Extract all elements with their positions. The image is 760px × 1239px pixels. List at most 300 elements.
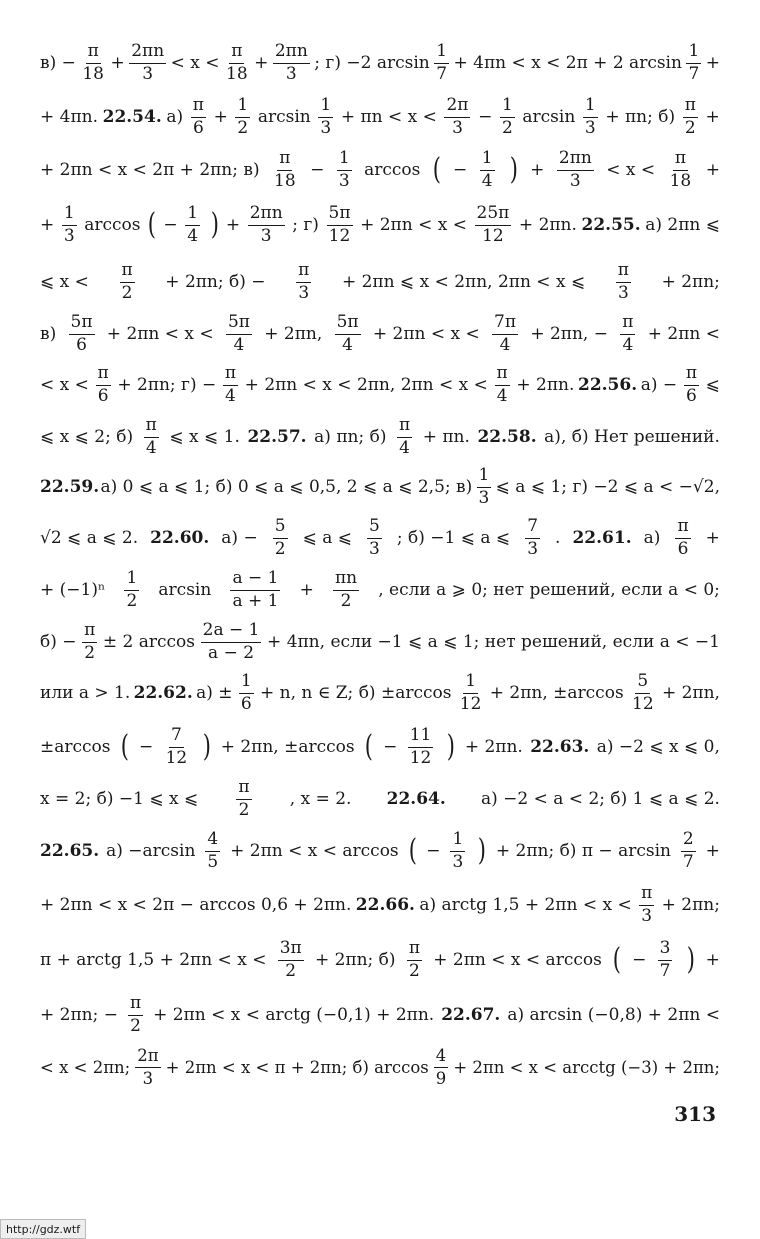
fraction-numerator: π [684, 365, 699, 386]
fraction [684, 362, 699, 406]
fraction [407, 937, 422, 981]
problem-number: 22.67. [441, 1005, 501, 1025]
text-run: + 2πn < x < [106, 324, 214, 344]
text-run: + (−1)ⁿ [40, 580, 106, 600]
fraction-denominator: 7 [659, 960, 671, 981]
problem-number: 22.64. [386, 789, 446, 809]
answer-line [40, 92, 720, 142]
text-run: а), б) Нет решений. [544, 427, 720, 447]
text-run: arccos [364, 160, 421, 180]
fraction [444, 94, 470, 138]
fraction [144, 414, 159, 458]
text-run: , если a ⩾ 0; нет решений, если a < 0; [378, 580, 720, 600]
fraction-numerator: 1 [463, 673, 478, 694]
fraction-denominator: 4 [399, 437, 410, 458]
text-run: − [310, 160, 325, 180]
text-run: + [705, 107, 720, 127]
fraction [235, 94, 250, 138]
fraction-numerator: 2πn [248, 205, 285, 226]
watermark-link[interactable]: http://gdz.wtf [0, 1219, 86, 1239]
fraction-numerator: 2 [681, 831, 696, 852]
text-run: а) − [221, 528, 258, 548]
fraction [224, 40, 250, 84]
answer-line [40, 1042, 720, 1092]
text-run: + 2πn; [661, 272, 720, 292]
text-run: + 2πn; б) π − arcsin [495, 841, 671, 861]
fraction [450, 828, 465, 872]
text-run: + 2πn < x < arccos [230, 841, 399, 861]
fraction-denominator: 2 [409, 960, 420, 981]
fraction-numerator: 5π [226, 314, 252, 335]
text-run: arcsin [158, 580, 212, 600]
fraction-numerator: π [673, 150, 688, 171]
bracket: ( [120, 729, 129, 764]
fraction [318, 94, 333, 138]
fraction-numerator: 4 [434, 1047, 449, 1067]
text-run: < x < [606, 160, 656, 180]
text-run: + 2πn. [464, 737, 523, 757]
fraction-numerator: 1 [124, 570, 139, 591]
text-run: − [383, 737, 398, 757]
text-run: ⩽ x ⩽ 2; б) [40, 427, 134, 447]
fraction-denominator: 5 [207, 851, 219, 872]
answer-line [40, 774, 720, 824]
fraction-denominator: 4 [187, 225, 199, 246]
text-run: ⩽ a ⩽ 1; г) −2 ⩽ a < −√2, [495, 477, 720, 497]
text-run: + 2πn, ±arccos [220, 737, 355, 757]
fraction [236, 776, 251, 820]
fraction [658, 937, 673, 981]
text-run: ⩽ a ⩽ [302, 528, 353, 548]
fraction-numerator: 7π [492, 314, 518, 335]
text-run: ; г) −2 arcsin [314, 53, 430, 73]
fraction-denominator: 6 [677, 538, 689, 559]
text-run: − [453, 160, 468, 180]
fraction-denominator: 3 [260, 225, 272, 246]
text-run: + 2πn < x < 2π + 2πn; в) [40, 160, 260, 180]
text-run: а) −2 ⩽ x ⩽ 0, [596, 737, 720, 757]
text-run: − [632, 950, 647, 970]
fraction-denominator: 6 [76, 334, 87, 355]
answer-line [40, 826, 720, 876]
fraction-denominator: 3 [285, 63, 297, 84]
fraction-numerator: 2π [444, 97, 470, 118]
fraction-numerator: 1 [185, 205, 200, 226]
text-run: а) 2πn ⩽ [645, 215, 720, 235]
fraction-denominator: 3 [63, 225, 75, 246]
text-run: + 2πn < x < arctg (−0,1) + 2πn. [153, 1005, 435, 1025]
fraction-numerator: 2πn [557, 150, 594, 171]
fraction [557, 147, 594, 191]
fraction [185, 202, 200, 246]
text-run: ⩽ x ⩽ 1. [169, 427, 240, 447]
fraction-denominator: 3 [527, 538, 539, 559]
fraction [191, 94, 206, 138]
fraction-denominator: 6 [192, 117, 204, 138]
text-run: + [705, 528, 720, 548]
fraction-numerator: 5 [367, 518, 382, 539]
text-run: + 2πn ⩽ x < 2πn, 2πn < x ⩽ [341, 272, 586, 292]
fraction-numerator: π [397, 417, 412, 438]
fraction-denominator: 3 [641, 905, 653, 926]
fraction-numerator: 5 [273, 518, 288, 539]
fraction-denominator: 7 [688, 63, 700, 84]
text-run: + 2πn, ±arccos [489, 683, 624, 703]
text-run: + 2πn, [264, 324, 323, 344]
text-run: − [426, 841, 441, 861]
text-run: а) ± [196, 683, 233, 703]
fraction-numerator: π [120, 262, 135, 283]
fraction-denominator: 6 [240, 693, 252, 714]
problem-number: 22.65. [40, 841, 100, 861]
fraction-numerator: 5π [335, 314, 361, 335]
text-run: а) −arcsin [106, 841, 196, 861]
problem-number: 22.54. [102, 107, 162, 127]
fraction [273, 40, 310, 84]
fraction-numerator: 1 [583, 97, 598, 118]
text-run: + [705, 160, 720, 180]
fraction [458, 670, 484, 714]
text-run: + 2πn, − [530, 324, 608, 344]
fraction-numerator: 1 [62, 205, 77, 226]
answer-line [40, 412, 720, 462]
text-run: + πn < x < [340, 107, 437, 127]
page-number: 313 [674, 1102, 716, 1126]
fraction-numerator: a − 1 [230, 570, 280, 591]
text-run: + [40, 215, 55, 235]
fraction [525, 515, 540, 559]
fraction-denominator: 18 [82, 63, 104, 84]
fraction-denominator: 3 [338, 170, 350, 191]
fraction [82, 619, 97, 663]
fraction-numerator: 2a − 1 [201, 622, 262, 643]
fraction-denominator: 12 [632, 693, 654, 714]
fraction-denominator: 2 [126, 590, 138, 611]
bracket: ) [210, 207, 219, 242]
text-run: а) arctg 1,5 + 2πn < x < [419, 895, 632, 915]
fraction-denominator: 4 [342, 334, 353, 355]
fraction [135, 1047, 160, 1087]
answer-line [40, 935, 720, 985]
fraction-numerator: π [96, 365, 111, 386]
fraction-denominator: 12 [409, 747, 432, 768]
fraction [335, 311, 361, 355]
fraction [616, 259, 631, 303]
bracket: ( [432, 152, 441, 187]
text-run: или a > 1. [40, 683, 131, 703]
bracket: ( [364, 729, 373, 764]
fraction-denominator: 3 [369, 538, 380, 559]
fraction-denominator: 4 [145, 437, 157, 458]
text-run: б) − [40, 632, 77, 652]
fraction [397, 414, 412, 458]
fraction [620, 311, 635, 355]
text-run: + [213, 107, 228, 127]
fraction-numerator: 1 [318, 97, 333, 118]
fraction [205, 828, 220, 872]
fraction [583, 94, 598, 138]
fraction-denominator: 2 [340, 590, 352, 611]
fraction-numerator: 2π [135, 1047, 160, 1067]
fraction [120, 259, 135, 303]
text-run: + [110, 53, 125, 73]
answer-line [40, 309, 720, 359]
fraction-denominator: 2 [130, 1015, 141, 1036]
fraction-numerator: π [229, 43, 244, 64]
fraction-numerator: π [144, 417, 159, 438]
bracket: ) [202, 729, 211, 764]
text-run: + 2πn < [647, 324, 720, 344]
text-run: + 2πn; г) − [117, 375, 217, 395]
text-run: + [530, 160, 545, 180]
fraction [683, 94, 698, 138]
fraction [408, 724, 434, 768]
fraction-numerator: 1 [239, 673, 254, 694]
fraction-numerator: π [82, 622, 97, 643]
text-run: + 2πn; б) − [165, 272, 266, 292]
fraction-denominator: a + 1 [232, 590, 279, 611]
text-run: + 2πn; − [40, 1005, 118, 1025]
fraction [223, 362, 238, 406]
fraction [681, 828, 696, 872]
fraction-numerator: 2πn [273, 43, 310, 64]
fraction-denominator: 7 [682, 851, 694, 872]
fraction-numerator: π [236, 779, 251, 800]
fraction [367, 515, 382, 559]
fraction-denominator: 18 [274, 170, 296, 191]
fraction [278, 937, 304, 981]
fraction [96, 362, 111, 406]
fraction-numerator: 1 [477, 467, 492, 488]
text-run: ; б) −1 ⩽ a ⩽ [396, 528, 511, 548]
fraction [230, 567, 280, 611]
fraction-numerator: π [128, 995, 143, 1016]
fraction [675, 515, 690, 559]
fraction-numerator: π [407, 940, 422, 961]
fraction-denominator: 2 [274, 538, 286, 559]
text-run: arcsin [257, 107, 311, 127]
text-run: + 2πn < x < arcctg (−3) + 2πn; [453, 1057, 720, 1077]
text-run: + πn; б) [605, 107, 676, 127]
fraction-numerator: π [86, 43, 101, 64]
problem-number: 22.56. [577, 375, 638, 395]
fraction-denominator: 3 [584, 117, 596, 138]
fraction-denominator: 18 [226, 63, 248, 84]
answer-line [40, 513, 720, 563]
text-run: + 2πn < x < arccos [433, 950, 602, 970]
bracket: ) [686, 942, 695, 977]
fraction-denominator: 3 [478, 487, 490, 508]
fraction-denominator: 12 [165, 747, 188, 768]
fraction [226, 311, 252, 355]
text-run: + 4πn < x < 2π + 2 arcsin [453, 53, 682, 73]
fraction-numerator: 1 [686, 43, 701, 64]
text-run: ; г) [292, 215, 319, 235]
text-run: + [705, 841, 720, 861]
text-run: − [478, 107, 493, 127]
fraction-numerator: 25π [475, 205, 512, 226]
text-run: а) [166, 107, 184, 127]
fraction-denominator: 4 [225, 385, 236, 406]
answer-line [40, 880, 720, 930]
fraction [477, 464, 492, 508]
text-run: а) πn; б) [314, 427, 387, 447]
bracket: ) [477, 833, 487, 868]
text-run: + [705, 53, 720, 73]
problem-number: 22.57. [247, 427, 307, 447]
fraction [495, 362, 510, 406]
fraction [129, 40, 166, 84]
text-run: а) arcsin (−0,8) + 2πn < [507, 1005, 720, 1025]
fraction-numerator: πn [333, 570, 359, 591]
fraction-denominator: 3 [452, 851, 464, 872]
bracket: ( [408, 833, 417, 868]
fraction-denominator: 12 [459, 693, 482, 714]
fraction-numerator: 5 [635, 673, 650, 694]
text-run: + [705, 950, 720, 970]
fraction-numerator: 1 [500, 97, 515, 118]
fraction [492, 311, 518, 355]
answer-line [40, 145, 720, 195]
fraction [128, 992, 143, 1036]
answer-line [40, 38, 720, 88]
text-run: + 2πn; б) [314, 950, 396, 970]
text-run: < x < 2πn; [40, 1057, 131, 1077]
fraction-numerator: 4 [205, 831, 220, 852]
fraction-denominator: 2 [684, 117, 696, 138]
answer-line [40, 722, 720, 772]
problem-number: 22.59. [40, 477, 100, 497]
fraction-denominator: a − 2 [208, 642, 255, 663]
fraction-numerator: π [277, 150, 292, 171]
bracket: ( [147, 207, 157, 242]
fraction-denominator: 18 [669, 170, 692, 191]
fraction-denominator: 3 [142, 63, 154, 84]
problem-number: 22.62. [133, 683, 193, 703]
fraction-numerator: 1 [480, 150, 495, 171]
text-run: а) − [640, 375, 678, 395]
answer-line [40, 257, 720, 307]
answer-line [40, 200, 720, 250]
fraction [475, 202, 512, 246]
text-run: x = 2; б) −1 ⩽ x ⩽ [40, 789, 199, 809]
fraction-numerator: 7 [525, 518, 540, 539]
fraction-denominator: 12 [328, 225, 351, 246]
text-run: + 4πn, если −1 ⩽ a ⩽ 1; нет решений, если a < −1 [267, 632, 720, 652]
fraction [639, 882, 654, 926]
fraction-denominator: 3 [569, 170, 581, 191]
fraction-denominator: 12 [482, 225, 504, 246]
fraction [333, 567, 359, 611]
fraction-denominator: 3 [298, 282, 310, 303]
text-run: + [254, 53, 269, 73]
fraction-numerator: 5π [327, 205, 353, 226]
problem-number: 22.66. [355, 895, 415, 915]
text-run: а) [643, 528, 661, 548]
fraction-numerator: π [616, 262, 631, 283]
text-run: √2 ⩽ a ⩽ 2. [40, 528, 139, 548]
text-run: < x < [170, 53, 220, 73]
text-run: + 2πn. [516, 375, 575, 395]
fraction-numerator: 7 [169, 727, 184, 748]
fraction-denominator: 4 [481, 170, 493, 191]
text-run: + 2πn, [661, 683, 720, 703]
fraction [69, 311, 95, 355]
problem-number: 22.61. [572, 528, 632, 548]
fraction-numerator: 2πn [129, 43, 166, 64]
fraction [239, 670, 254, 714]
fraction-denominator: 2 [121, 282, 133, 303]
fraction-numerator: 1 [337, 150, 352, 171]
text-run: . [555, 528, 561, 548]
fraction-numerator: π [296, 262, 311, 283]
text-run: arccos [84, 215, 141, 235]
fraction [248, 202, 285, 246]
bracket: ( [612, 942, 622, 977]
fraction [272, 147, 298, 191]
fraction-denominator: 7 [436, 63, 448, 84]
fraction [500, 94, 515, 138]
text-run: а) −2 < a < 2; б) 1 ⩽ a ⩽ 2. [480, 789, 720, 809]
text-run: + 2πn < x < 2πn, 2πn < x < [244, 375, 488, 395]
fraction-numerator: 5π [69, 314, 95, 335]
fraction-denominator: 4 [233, 334, 245, 355]
text-run: arcsin [522, 107, 576, 127]
bracket: ) [509, 152, 518, 187]
text-run: + [225, 215, 241, 235]
fraction-numerator: π [223, 365, 238, 386]
text-run: ±arccos [40, 737, 111, 757]
fraction [164, 724, 190, 768]
fraction-denominator: 4 [496, 385, 508, 406]
fraction-numerator: 3 [658, 940, 673, 961]
text-run: , x = 2. [289, 789, 352, 809]
fraction [480, 147, 495, 191]
fraction-denominator: 2 [84, 642, 96, 663]
fraction-numerator: π [675, 518, 690, 539]
fraction-numerator: 3π [278, 940, 304, 961]
fraction [337, 147, 352, 191]
text-run: + n, n ∈ Z; б) ±arccos [260, 683, 452, 703]
problem-number: 22.58. [477, 427, 537, 447]
answer-line [40, 462, 720, 512]
text-run: + 2πn < x < [372, 324, 480, 344]
text-run: + 4πn. [40, 107, 98, 127]
problem-number: 22.63. [530, 737, 590, 757]
text-run: ⩽ x < [40, 272, 89, 292]
text-run: в) − [40, 53, 76, 73]
fraction-denominator: 4 [622, 334, 634, 355]
fraction [80, 40, 106, 84]
fraction [686, 40, 701, 84]
fraction-numerator: π [639, 885, 654, 906]
fraction [630, 670, 656, 714]
fraction [124, 567, 139, 611]
text-run: − [138, 737, 154, 757]
answer-line [40, 990, 720, 1040]
text-run: − [163, 215, 178, 235]
fraction [434, 1047, 449, 1087]
fraction-numerator: π [495, 365, 510, 386]
fraction [296, 259, 311, 303]
fraction-denominator: 2 [238, 799, 250, 820]
fraction [62, 202, 77, 246]
fraction-denominator: 3 [142, 1068, 154, 1088]
fraction-denominator: 3 [452, 117, 463, 138]
answer-line [40, 565, 720, 615]
fraction-numerator: 11 [408, 727, 434, 748]
fraction-denominator: 2 [501, 117, 513, 138]
